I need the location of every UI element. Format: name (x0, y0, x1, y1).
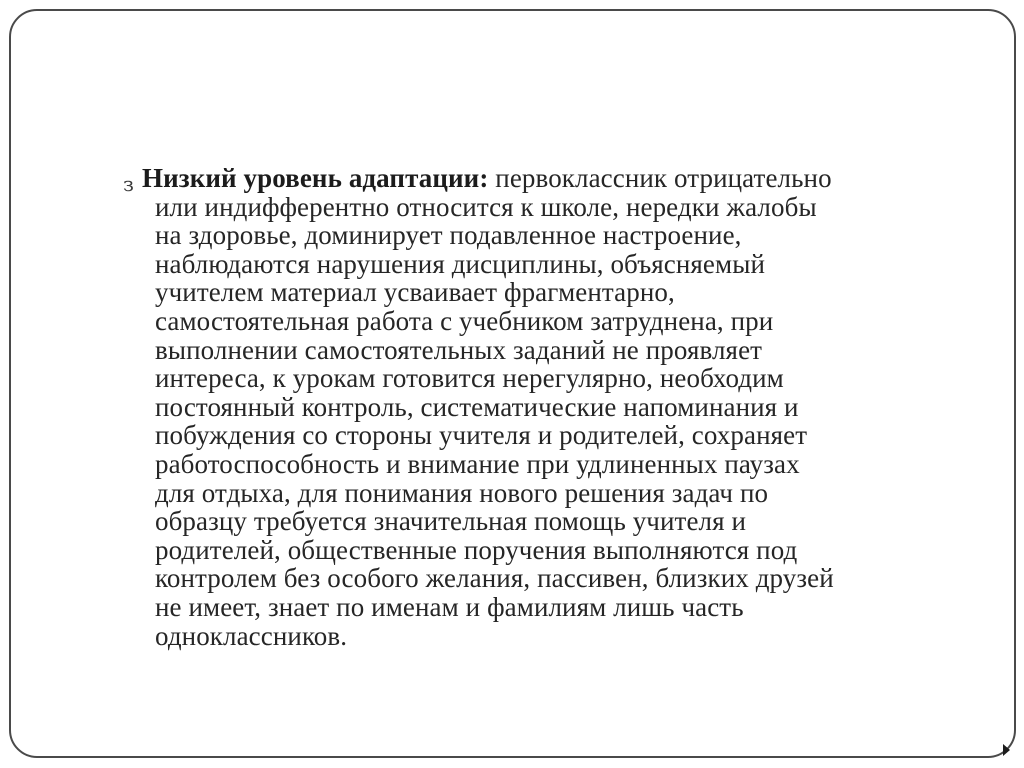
text-line-16: не имеет, знает по именам и фамилиям лишь часть (155, 591, 744, 622)
text-line-12: для отдыха, для понимания нового решения задач по (155, 477, 769, 508)
text-line-2: или индифферентно относится к школе, нередки жалобы (155, 191, 817, 222)
bullet-marker: з (123, 172, 134, 196)
text-line-7: выполнении самостоятельных заданий не проявляет (155, 334, 763, 365)
text-line-8: интереса, к урокам готовится нерегулярно, необходим (155, 363, 784, 394)
text-line-9: постоянный контроль, систематические напоминания и (155, 391, 799, 422)
text-line-15: контролем без особого желания, пассивен, близких друзей (155, 563, 834, 594)
corner-arrow-icon (1003, 744, 1010, 756)
text-line-4: наблюдаются нарушения дисциплины, объясняемый (155, 248, 765, 279)
text-line-13: образцу требуется значительная помощь учителя и (155, 506, 747, 537)
text-line-5: учителем материал усваивает фрагментарно, (155, 277, 675, 308)
text-line-3: на здоровье, доминирует подавленное настроение, (155, 220, 742, 251)
text-line-1 (142, 164, 972, 193)
text-line-14: родителей, общественные поручения выполняются под (155, 534, 798, 565)
text-line-1-rest: первоклассник отрицательно (495, 163, 832, 193)
text-line-10: побуждения со стороны учителя и родителей, сохраняет (155, 420, 808, 451)
text-line-17: одноклассников. (155, 620, 348, 651)
lead-heading: Низкий уровень адаптации: (142, 163, 489, 193)
text-line-6: самостоятельная работа с учебником затруднена, при (155, 305, 774, 336)
text-line-11: работоспособность и внимание при удлиненных паузах (155, 448, 800, 479)
slide-text-block (142, 164, 972, 650)
